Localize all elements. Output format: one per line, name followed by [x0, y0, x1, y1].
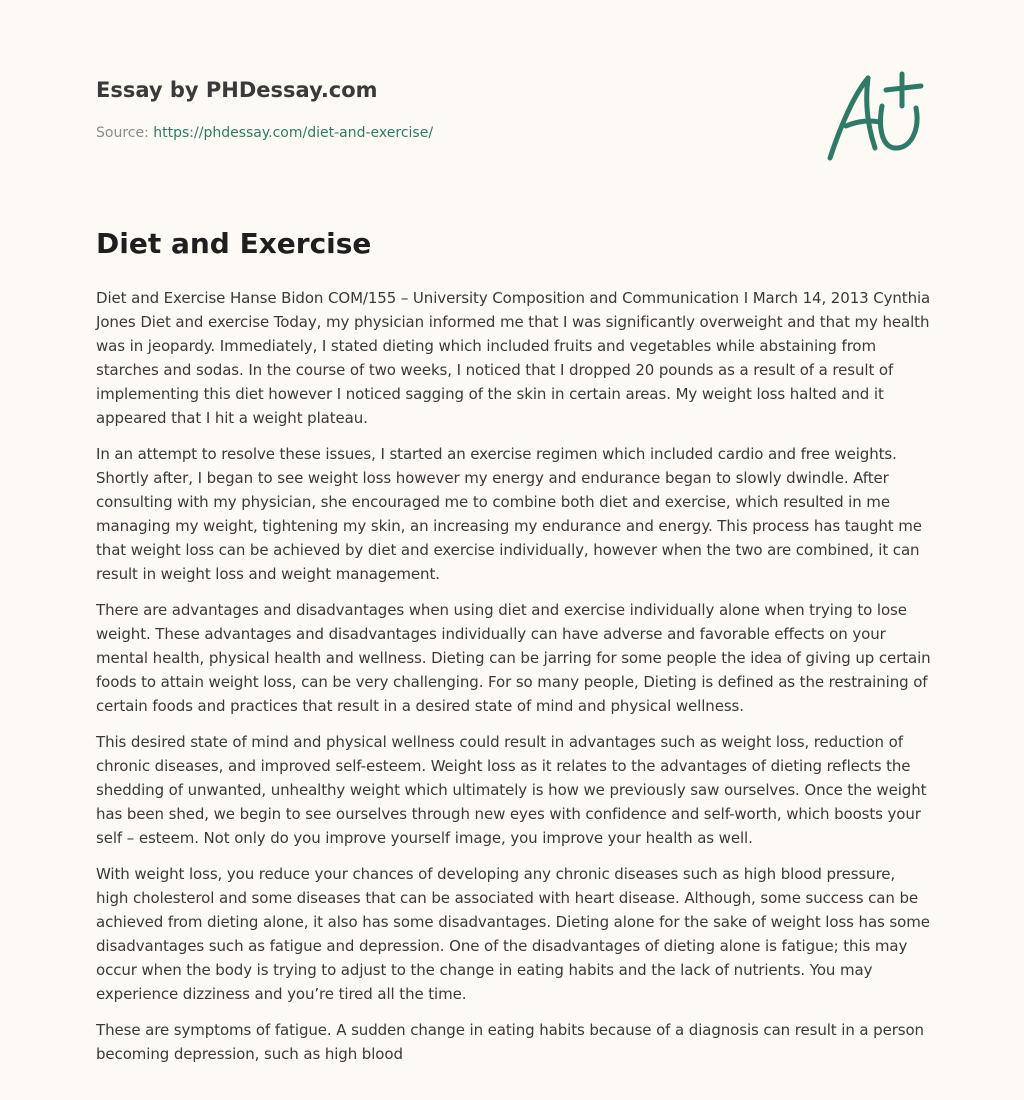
source-link[interactable]: https://phdessay.com/diet-and-exercise/ [153, 125, 434, 141]
essay-title: Diet and Exercise [96, 227, 372, 260]
essay-paragraph: Diet and Exercise Hanse Bidon COM/155 – University Composition and Communication I March 14, 2013 Cynthia Jones Diet and exercise Today, my physician informed me that I was significantly overweight and that my health was in jeopardy. Immediately, I stated dieting which included fruits and vegetables while abstaining from starches and sodas. In the course of two weeks, I noticed that I dropped 20 pounds as a result of a result of implementing this diet however I noticed sagging of the skin in certain areas. My weight loss halted and it appeared that I hit a weight plateau. [96, 289, 931, 427]
essay-paragraph: These are symptoms of fatigue. A sudden change in eating habits because of a diagnosis can result in a person becoming depression, such as high blood [96, 1021, 924, 1063]
essay-paragraph: This desired state of mind and physical wellness could result in advantages such as weight loss, reduction of chronic diseases, and improved self-esteem. Weight loss as it relates to the advantages of dieting reflects the shedding of unwanted, unhealthy weight which ultimately is how we previously saw ourselves. Once the weight has been shed, we begin to see ourselves through new eyes with confidence and self-worth, which boosts your self – esteem. Not only do you improve yourself image, you improve your health as well. [96, 733, 927, 847]
a-plus-grade-icon [820, 66, 930, 166]
page-header [96, 76, 796, 142]
essay-body [96, 286, 932, 1078]
source-line [96, 124, 796, 142]
essay-paragraph: In an attempt to resolve these issues, I started an exercise regimen which included cardio and free weights. Shortly after, I began to see weight loss however my energy and endurance began to slowly dwindle. After consulting with my physician, she encouraged me to combine both diet and exercise, which resulted in me managing my weight, tightening my skin, an increasing my endurance and energy. This process has taught me that weight loss can be achieved by diet and exercise individually, however when the two are combined, it can result in weight loss and weight management. [96, 445, 922, 583]
essay-paragraph: With weight loss, you reduce your chances of developing any chronic diseases such as high blood pressure, high cholesterol and some diseases that can be associated with heart disease. Although, some success can be achieved from dieting alone, it also has some disadvantages. Dieting alone for the sake of weight loss has some disadvantages such as fatigue and depression. One of the disadvantages of dieting alone is fatigue; this may occur when the body is trying to adjust to the change in eating habits and the lack of nutrients. You may experience dizziness and you’re tired all the time. [96, 865, 930, 1003]
essay-paragraph: There are advantages and disadvantages when using diet and exercise individually alone when trying to lose weight. These advantages and disadvantages individually can have adverse and favorable effects on your mental health, physical health and wellness. Dieting can be jarring for some people the idea of giving up certain foods to attain weight loss, can be very challenging. For so many people, Dieting is defined as the restraining of certain foods and practices that result in a desired state of mind and physical wellness. [96, 601, 931, 715]
source-label: Source: [96, 125, 149, 141]
site-brand: Essay by PHDessay.com [96, 78, 378, 102]
